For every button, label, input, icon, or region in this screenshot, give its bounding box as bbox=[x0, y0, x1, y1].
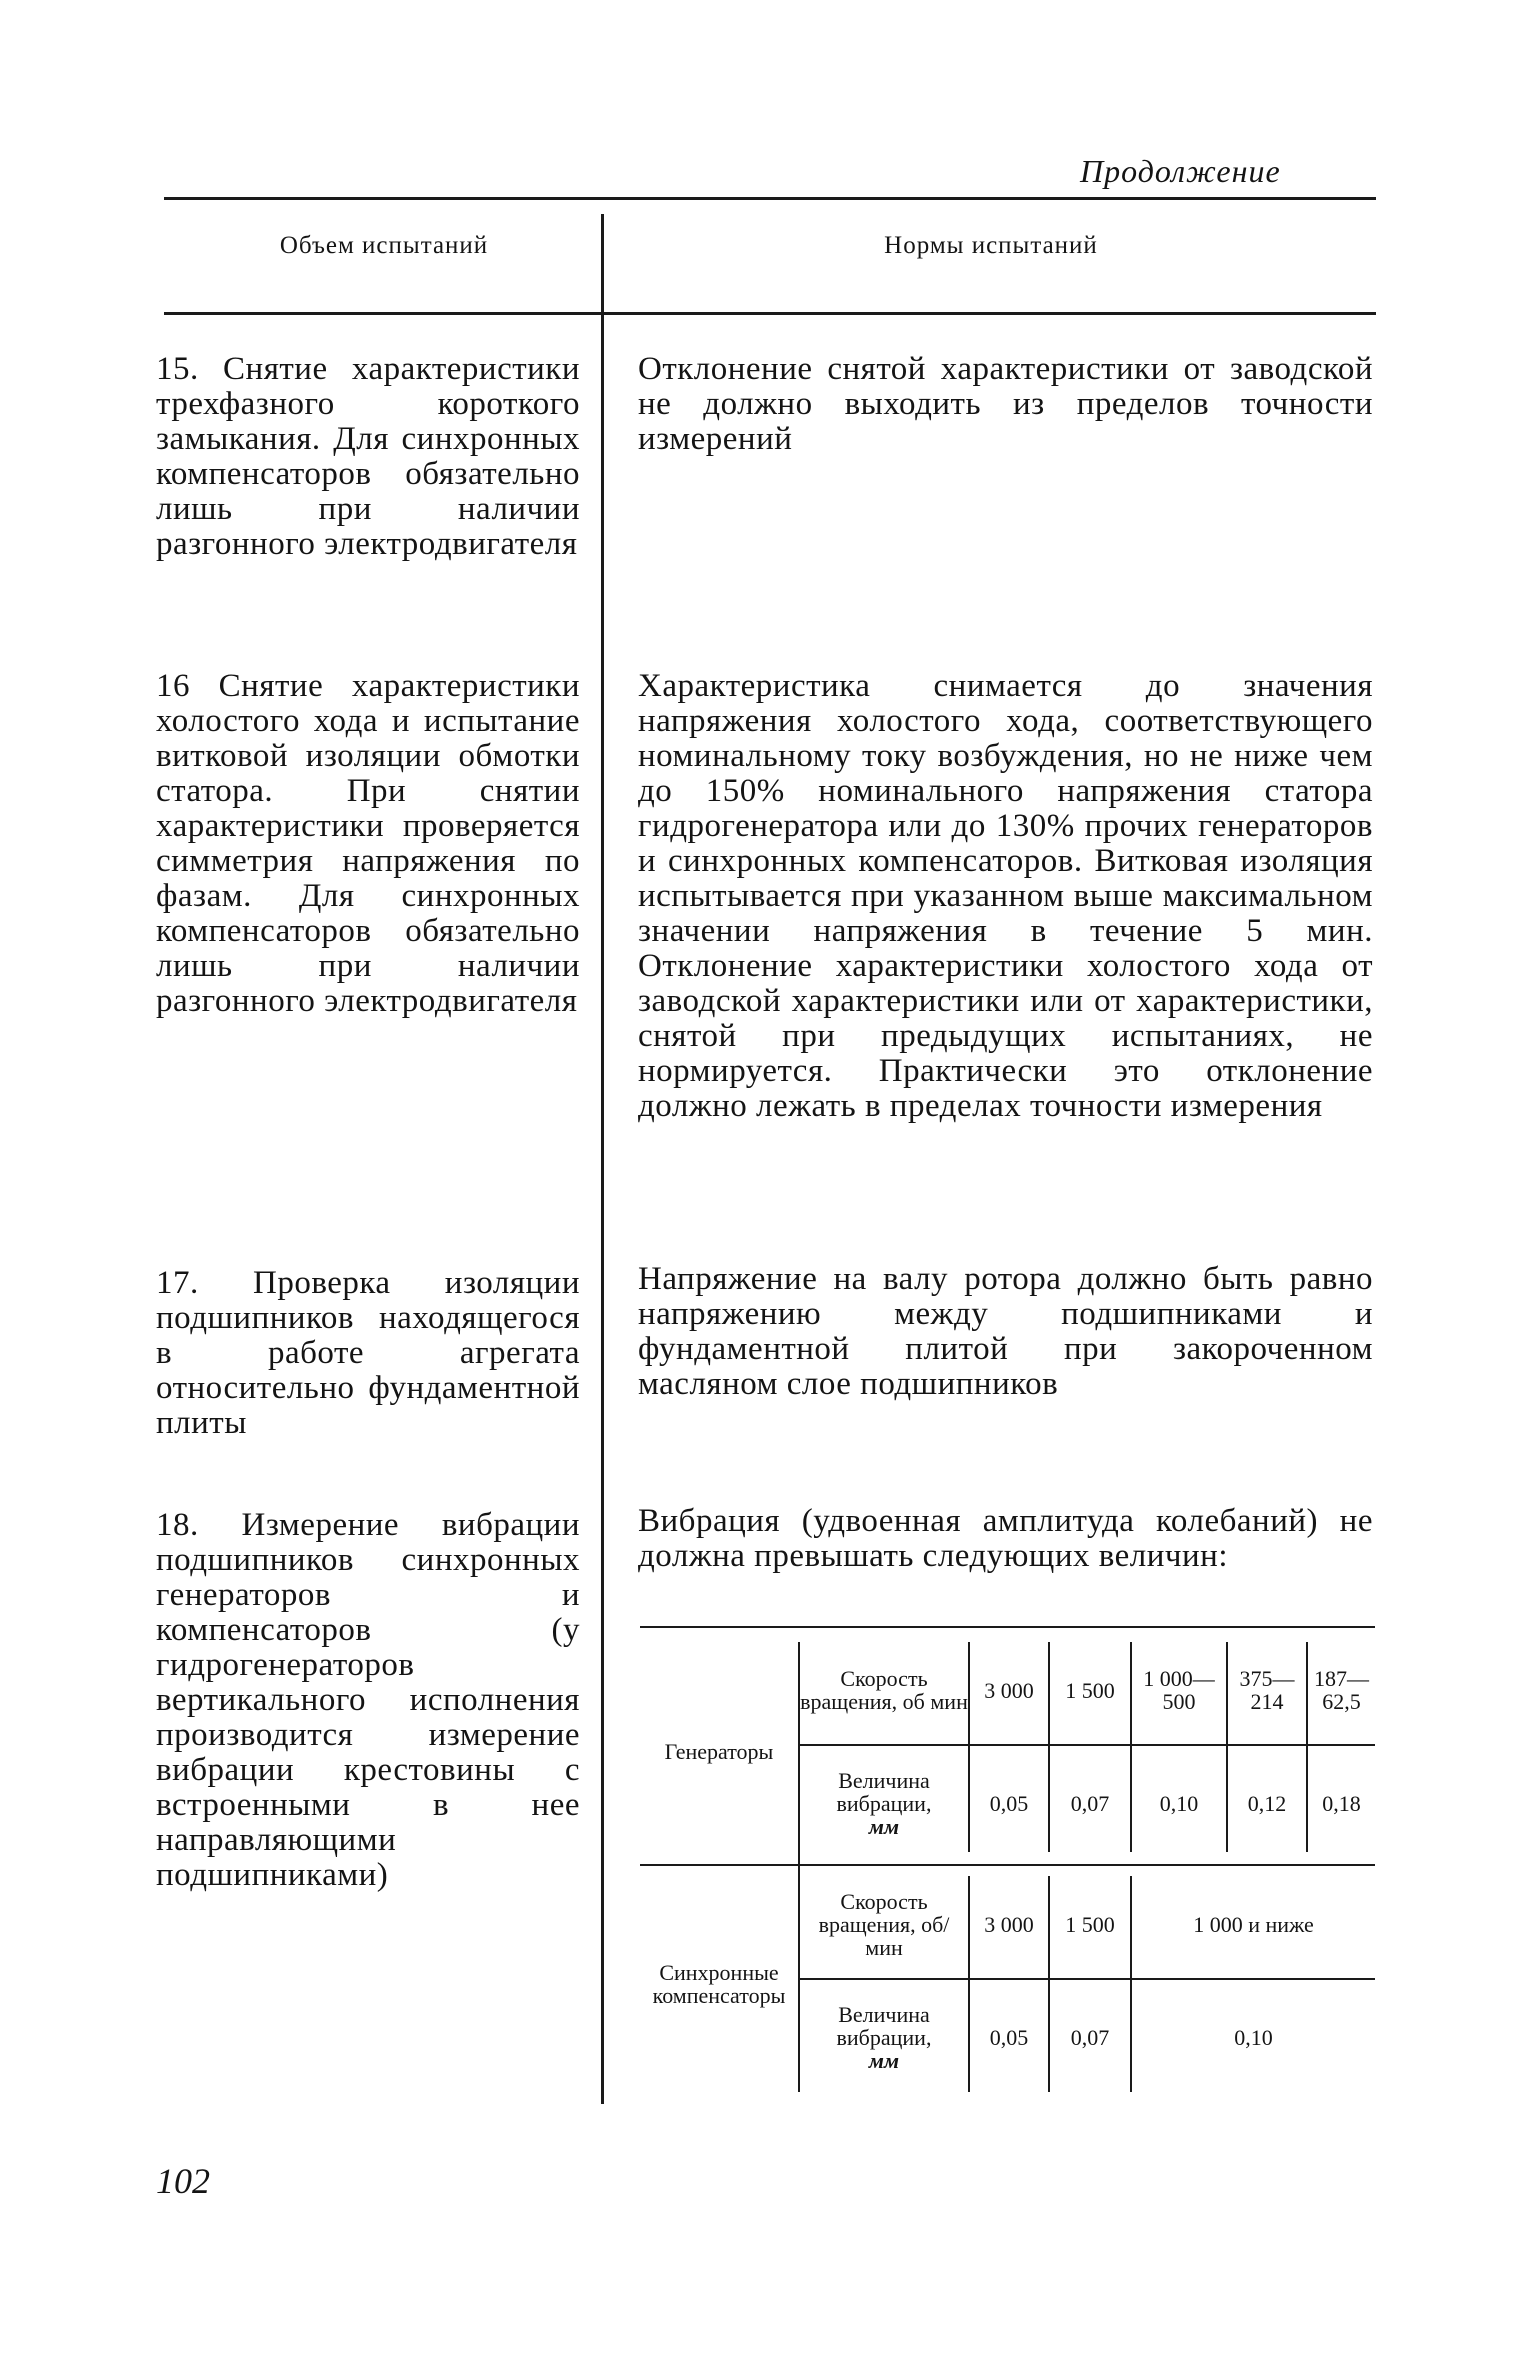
test-item-16: 16 Снятие характеристики холостого хода и испытание витковой изоляции обмотки статора. При снятии характеристики проверяется симметрия напряжения по фазам. Для синхронных компенсаторов обязательно лишь при наличии разгонного электродвигателя bbox=[156, 668, 580, 1019]
vt-generators-label: Генераторы bbox=[664, 1738, 774, 1764]
test-norm-16: Характеристика снимается до значения напряжения холостого хода, соответствующего номинальному току возбуждения, но не ниже чем до 150% номинального напряжения статора гидрогенератора или до 130% прочих генераторов и синхронных компенсаторов. Витковая изоляция испытывается при указанном выше максимальном значении напряжения в течение 5 мин. Отклонение характеристики холостого хода от заводской характеристики или от характеристики, снятой при предыдущих испытаниях, не нормируется. Практически это отклонение должно лежать в пределах точности измерения bbox=[638, 668, 1373, 1124]
page-number: 102 bbox=[156, 2161, 210, 2201]
vt-gen-speed-4: 375—214 bbox=[1239, 1666, 1295, 1714]
header-bottom-rule bbox=[164, 312, 1376, 315]
vt-gen-vibration-3: 0,10 bbox=[1159, 1790, 1199, 1816]
table-top-rule bbox=[164, 197, 1376, 200]
column-divider bbox=[601, 214, 604, 2104]
test-item-15: 15. Снятие характеристики трехфазного короткого замыкания. Для синхронных компенсаторов обязательно лишь при наличии разгонного электродвигателя bbox=[156, 351, 580, 562]
vt-comp-vibration-2: 0,07 bbox=[1070, 2024, 1110, 2050]
test-norm-18: Вибрация (удвоенная амплитуда колебаний) не должна превышать следующих величин: bbox=[638, 1503, 1373, 1574]
vt-gen-vibration-2: 0,07 bbox=[1070, 1790, 1110, 1816]
vt-comp-speed-3: 1 000 и ниже bbox=[1193, 1911, 1314, 1937]
vt-gen-vibration-label: Величина вибрации, bbox=[836, 1767, 932, 1816]
column-header-scope: Объем испытаний bbox=[279, 232, 489, 259]
vt-gen-vibration-unit: мм bbox=[868, 1813, 900, 1839]
column-header-norms: Нормы испытаний bbox=[884, 232, 1098, 259]
vt-gen-speed-2: 1 500 bbox=[1065, 1677, 1115, 1703]
vt-gen-vibration-1: 0,05 bbox=[989, 1790, 1029, 1816]
vt-gen-speed-label: Скорость вращения, об мин bbox=[800, 1666, 968, 1714]
vt-comp-vibration-label: Величина вибрации, bbox=[836, 2001, 932, 2050]
vt-gen-vibration-5: 0,18 bbox=[1322, 1790, 1361, 1816]
vt-gen-speed-3: 1 000—500 bbox=[1143, 1666, 1215, 1714]
vt-gen-vibration-label-cell bbox=[800, 1748, 968, 1858]
vibration-table bbox=[640, 1626, 1375, 2094]
vt-gen-vibration-4: 0,12 bbox=[1247, 1790, 1287, 1816]
vt-comp-speed-label: Скорость вращения, об/мин bbox=[818, 1888, 950, 1960]
vt-comp-vibration-label-cell bbox=[800, 1982, 968, 2092]
vt-comp-speed-1: 3 000 bbox=[984, 1911, 1034, 1937]
vt-comp-speed-2: 1 500 bbox=[1065, 1911, 1115, 1937]
vt-compensators-label: Синхронные компенсаторы bbox=[652, 1960, 786, 2008]
vt-comp-vibration-1: 0,05 bbox=[989, 2024, 1029, 2050]
vt-comp-vibration-unit: мм bbox=[868, 2047, 900, 2073]
test-norm-17: Напряжение на валу ротора должно быть равно напряжению между подшипниками и фундаментной плитой при закороченном масляном слое подшипников bbox=[638, 1261, 1373, 1402]
continuation-label: Продолжение bbox=[1080, 153, 1281, 189]
vt-comp-vibration-3: 0,10 bbox=[1234, 2024, 1273, 2050]
vt-group-rule bbox=[640, 1864, 1375, 1866]
vt-gen-mid-rule bbox=[800, 1744, 1375, 1746]
vt-gen-speed-5: 187—62,5 bbox=[1314, 1666, 1369, 1714]
vt-top-rule bbox=[640, 1626, 1375, 1628]
test-item-18: 18. Измерение вибрации подшипников синхронных генераторов и компенсаторов (у гидрогенераторов вертикального исполнения производится измерение вибрации крестовины с встроенными в нее направляющими подшипниками) bbox=[156, 1507, 580, 1893]
test-norm-15: Отклонение снятой характеристики от заводской не должно выходить из пределов точности измерений bbox=[638, 351, 1373, 457]
vt-comp-mid-rule bbox=[800, 1978, 1375, 1980]
test-item-17: 17. Проверка изоляции подшипников находящегося в работе агрегата относительно фундаментной плиты bbox=[156, 1265, 580, 1441]
vt-gen-speed-1: 3 000 bbox=[984, 1677, 1034, 1703]
